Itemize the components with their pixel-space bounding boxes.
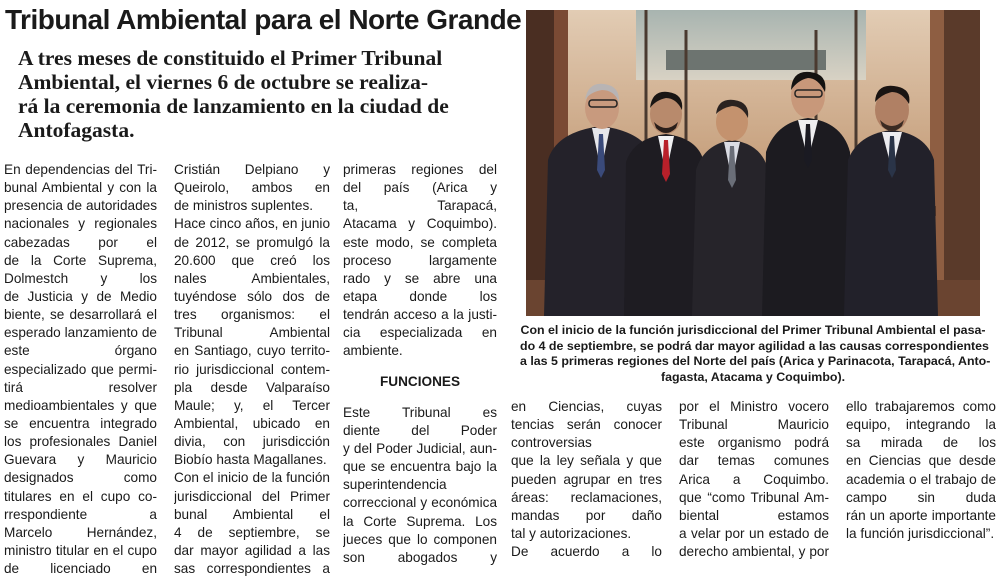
text-line: sa mirada de los bbox=[846, 435, 996, 451]
text-line: correccional y económica bbox=[343, 495, 497, 511]
text-line: Cristián Delpiano y bbox=[174, 162, 330, 177]
text-line: diente del Poder bbox=[343, 422, 497, 438]
text-line: cia especializada en bbox=[343, 325, 497, 341]
text-line: a velar por un estado de bbox=[679, 525, 829, 541]
text-line: de licenciado en bbox=[4, 561, 157, 577]
text-line: controversias bbox=[511, 435, 592, 451]
text-line: son abogados y bbox=[343, 549, 497, 565]
headline: Tribunal Ambiental para el Norte Grande bbox=[5, 4, 522, 35]
text-line: este organismo podrá bbox=[679, 435, 829, 451]
text-line: En dependencias del Tri- bbox=[4, 162, 157, 177]
text-line: tencias serán conocer bbox=[511, 417, 662, 433]
text-line: designados como bbox=[4, 470, 157, 486]
text-line: proceso largamente bbox=[343, 252, 497, 268]
lead-line: Ambiental, el viernes 6 de octubre se realiza- bbox=[18, 70, 429, 94]
text-line: áreas: reclamaciones, bbox=[511, 489, 662, 505]
text-line: de ministros suplentes. bbox=[174, 198, 314, 214]
article-column-2 bbox=[174, 161, 330, 578]
text-line: ta, Tarapacá, bbox=[343, 198, 497, 214]
text-line: Arica a Coquimbo. bbox=[679, 471, 829, 487]
text-line: derecho ambiental, y por bbox=[679, 544, 829, 560]
text-line: jueces que lo componen bbox=[343, 531, 497, 547]
article-column-5 bbox=[679, 398, 829, 561]
text-line: ello trabajaremos como bbox=[846, 399, 996, 414]
text-line: biente, se desarrollará el bbox=[4, 307, 157, 323]
text-line: Guevara y Mauricio bbox=[4, 452, 157, 468]
text-line: nacionales y regionales bbox=[4, 216, 157, 232]
text-line: Tribunal Ambiental bbox=[174, 325, 330, 341]
text-line: cabezadas por el bbox=[4, 234, 157, 250]
text-line: titulares en el cupo co- bbox=[4, 488, 157, 504]
text-line: tal y autorizaciones. bbox=[511, 525, 632, 541]
text-line: equipo, integrando la bbox=[846, 417, 996, 433]
text-line: 20.600 que creó los bbox=[174, 252, 330, 268]
text-line: Con el inicio de la función bbox=[174, 470, 330, 486]
text-line: tres organismos: el bbox=[174, 307, 330, 323]
caption-line: a las 5 primeras regiones del Norte del país (Arica y Parinacota, Tarapacá, Anto- bbox=[520, 354, 991, 369]
text-line: mandas por daño bbox=[511, 507, 662, 523]
text-line: ministro titular en el cupo bbox=[4, 542, 157, 558]
text-line: Biobío hasta Magallanes. bbox=[174, 452, 327, 468]
text-line: que la ley señala y que bbox=[511, 453, 662, 469]
text-line: jurisdiccional del Primer bbox=[174, 488, 330, 504]
text-line: pla desde Valparaíso bbox=[174, 379, 330, 395]
text-line: rado y se abre una bbox=[343, 270, 497, 286]
text-line: y del Poder Judicial, aun- bbox=[343, 441, 497, 456]
text-line: esperado lanzamiento de bbox=[4, 325, 157, 341]
text-line: Marcelo Hernández, bbox=[4, 524, 157, 540]
text-line: De acuerdo a lo bbox=[511, 544, 662, 560]
article-column-3 bbox=[343, 161, 497, 567]
text-line: pueden agrupar en tres bbox=[511, 471, 662, 487]
article-column-4 bbox=[511, 398, 662, 561]
caption-line: fagasta, Atacama y Coquimbo). bbox=[660, 369, 846, 384]
text-line: presencia de autoridades bbox=[4, 198, 157, 214]
text-line: Dolmestch y los bbox=[4, 270, 157, 286]
text-line: en Ciencias, cuyas bbox=[511, 399, 662, 414]
text-line: en Ciencias que desde bbox=[846, 453, 996, 469]
text-line: tendrán acceso a la justi- bbox=[343, 307, 497, 323]
text-line: nales Ambientales, bbox=[174, 270, 330, 286]
text-line: campo sin duda bbox=[846, 489, 996, 505]
text-line: especializado que permi- bbox=[4, 361, 157, 377]
text-line: se encuentra integrado bbox=[4, 415, 157, 431]
text-line: Este Tribunal es bbox=[343, 404, 497, 420]
caption-line: do 4 de septiembre, se podrá dar mayor agilidad a las causas correspondientes bbox=[520, 338, 989, 353]
text-line: superintendencia bbox=[343, 477, 447, 493]
lead-line: Antofagasta. bbox=[18, 118, 135, 142]
text-line: rio jurisdiccional contem- bbox=[174, 361, 330, 377]
text-line: bunal Ambiental el bbox=[174, 506, 330, 522]
text-line: los profesionales Daniel bbox=[4, 434, 157, 450]
text-line: del país (Arica y bbox=[343, 180, 497, 196]
text-line: de 2012, se promulgó la bbox=[174, 234, 330, 250]
text-line: tuyéndose sólo dos de bbox=[174, 289, 330, 304]
article-column-6 bbox=[846, 398, 996, 543]
text-line: en Santiago, cuyo territo- bbox=[174, 343, 330, 359]
text-line: dar temas comunes bbox=[679, 453, 829, 469]
lead-line: A tres meses de constituido el Primer Tribunal bbox=[18, 46, 443, 70]
text-line: Atacama y Coquimbo). bbox=[343, 216, 497, 232]
text-line: sas correspondientes a bbox=[174, 561, 330, 577]
text-line: medioambientales y que bbox=[4, 397, 157, 413]
text-line: rán un aporte importante bbox=[846, 507, 996, 523]
text-line: Maule; y, el Tercer bbox=[174, 397, 330, 413]
text-line: por el Ministro vocero bbox=[679, 399, 829, 414]
text-line: ambiente. bbox=[343, 343, 403, 359]
text-line: divia, con jurisdicción bbox=[174, 434, 330, 450]
text-line: Queirolo, ambos en bbox=[174, 180, 330, 196]
lead-paragraph bbox=[18, 46, 488, 142]
group-photo bbox=[526, 10, 980, 316]
text-line: la Corte Suprema. Los bbox=[343, 513, 497, 529]
text-line: primeras regiones del bbox=[343, 162, 497, 177]
text-line: biental estamos bbox=[679, 507, 829, 523]
text-line: la función jurisdiccional”. bbox=[846, 525, 995, 541]
photo-caption bbox=[520, 323, 991, 385]
section-subheading: FUNCIONES bbox=[379, 373, 461, 389]
text-line: este modo, se completa bbox=[343, 234, 497, 250]
lead-line: rá la ceremonia de lanzamiento en la ciudad de bbox=[18, 94, 449, 118]
text-line: de Justicia y de Medio bbox=[4, 288, 157, 304]
text-line: Ambiental, ubicado en bbox=[174, 415, 330, 431]
text-line: rrespondiente a bbox=[4, 506, 157, 522]
text-line: bunal Ambiental y con la bbox=[4, 180, 157, 196]
text-line: tirá resolver bbox=[4, 379, 157, 395]
text-line: Hace cinco años, en junio bbox=[174, 216, 330, 232]
text-line: de la Corte Suprema, bbox=[4, 252, 157, 268]
caption-line: Con el inicio de la función jurisdiccional del Primer Tribunal Ambiental el pasa- bbox=[520, 323, 986, 337]
text-line: academia o el trabajo de bbox=[846, 471, 996, 487]
article-column-1 bbox=[4, 161, 157, 578]
text-line: 4 de septiembre, se bbox=[174, 524, 330, 540]
text-line: dar mayor agilidad a las bbox=[174, 542, 330, 558]
text-line: etapa donde los bbox=[343, 288, 497, 304]
text-line: que se encuentra bajo la bbox=[343, 459, 497, 475]
text-line: este órgano bbox=[4, 343, 157, 359]
text-line: Tribunal Mauricio bbox=[679, 417, 829, 433]
text-line: que “como Tribunal Am- bbox=[679, 489, 829, 505]
